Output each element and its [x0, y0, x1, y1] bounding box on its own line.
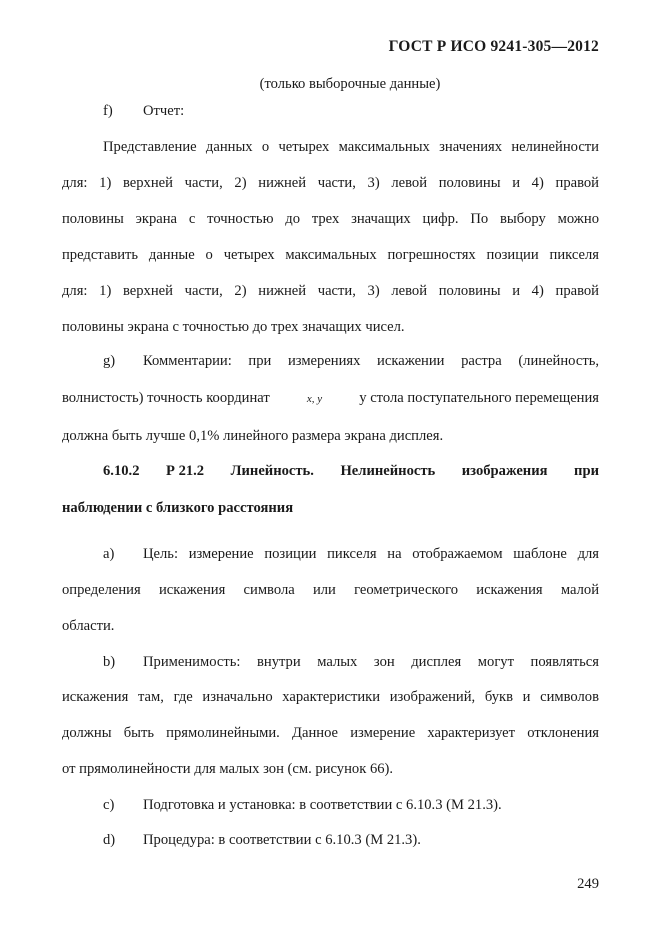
- report-paragraph-line: половины экрана с точностью до трех значащих цифр. По выбору можно: [62, 211, 599, 227]
- item-f-marker: f): [103, 103, 113, 119]
- report-paragraph-line: Представление данных о четырех максимальных значениях нелинейности: [103, 139, 599, 155]
- item-c-text: Подготовка и установка: в соответствии с 6.10.3 (М 21.3).: [143, 797, 502, 813]
- section-number: 6.10.2: [103, 463, 140, 479]
- item-b-line: от прямолинейности для малых зон (см. рисунок 66).: [62, 761, 394, 777]
- item-g-line: [62, 390, 599, 407]
- item-a-line: определения искажения символа или геометрического искажения малой: [62, 582, 599, 598]
- item-g-line: должна быть лучше 0,1% линейного размера экрана дисплея.: [62, 428, 444, 444]
- report-paragraph-line: половины экрана с точностью до трех значащих чисел.: [62, 319, 405, 335]
- item-d-marker: d): [103, 832, 116, 848]
- item-d-text: Процедура: в соответствии с 6.10.3 (М 21.3).: [143, 832, 421, 848]
- report-paragraph-line: для: 1) верхней части, 2) нижней части, 3) левой половины и 4) правой: [62, 283, 599, 299]
- item-g-marker: g): [103, 353, 116, 369]
- item-a-marker: a): [103, 546, 115, 562]
- item-b-line: должны быть прямолинейными. Данное измерение характеризует отклонения: [62, 725, 599, 741]
- sample-data-note: (только выборочные данные): [259, 76, 441, 92]
- item-a-line: Цель: измерение позиции пикселя на отображаемом шаблоне для: [143, 546, 599, 562]
- item-c-marker: c): [103, 797, 115, 813]
- report-paragraph-line: для: 1) верхней части, 2) нижней части, 3) левой половины и 4) правой: [62, 175, 599, 191]
- section-title-word: изображения: [461, 463, 548, 479]
- section-title-word: Нелинейность: [340, 463, 436, 479]
- item-a-line: области.: [62, 618, 115, 634]
- section-title-word: при: [574, 463, 599, 479]
- item-b-line: искажения там, где изначально характеристики изображений, букв и символов: [62, 689, 599, 705]
- report-paragraph-line: представить данные о четырех максимальных погрешностях позиции пикселя: [62, 247, 599, 263]
- item-g-line2-after: у стола поступательного перемещения: [359, 390, 599, 406]
- section-title-word: Линейность.: [230, 463, 314, 479]
- item-b-line: Применимость: внутри малых зон дисплея могут появляться: [143, 654, 599, 670]
- item-f-label: Отчет:: [143, 103, 185, 119]
- page-number: 249: [577, 876, 599, 892]
- section-code: Р 21.2: [166, 463, 205, 479]
- item-g-line2-before: волнистость) точность координат: [62, 390, 270, 406]
- item-b-marker: b): [103, 654, 116, 670]
- section-heading: [103, 463, 599, 480]
- section-title-line2: наблюдении с близкого расстояния: [62, 500, 294, 516]
- document-code-header: ГОСТ Р ИСО 9241-305—2012: [388, 38, 599, 55]
- coordinate-variables: x, y: [306, 393, 323, 405]
- item-g-line: Комментарии: при измерениях искажении растра (линейность,: [143, 353, 599, 369]
